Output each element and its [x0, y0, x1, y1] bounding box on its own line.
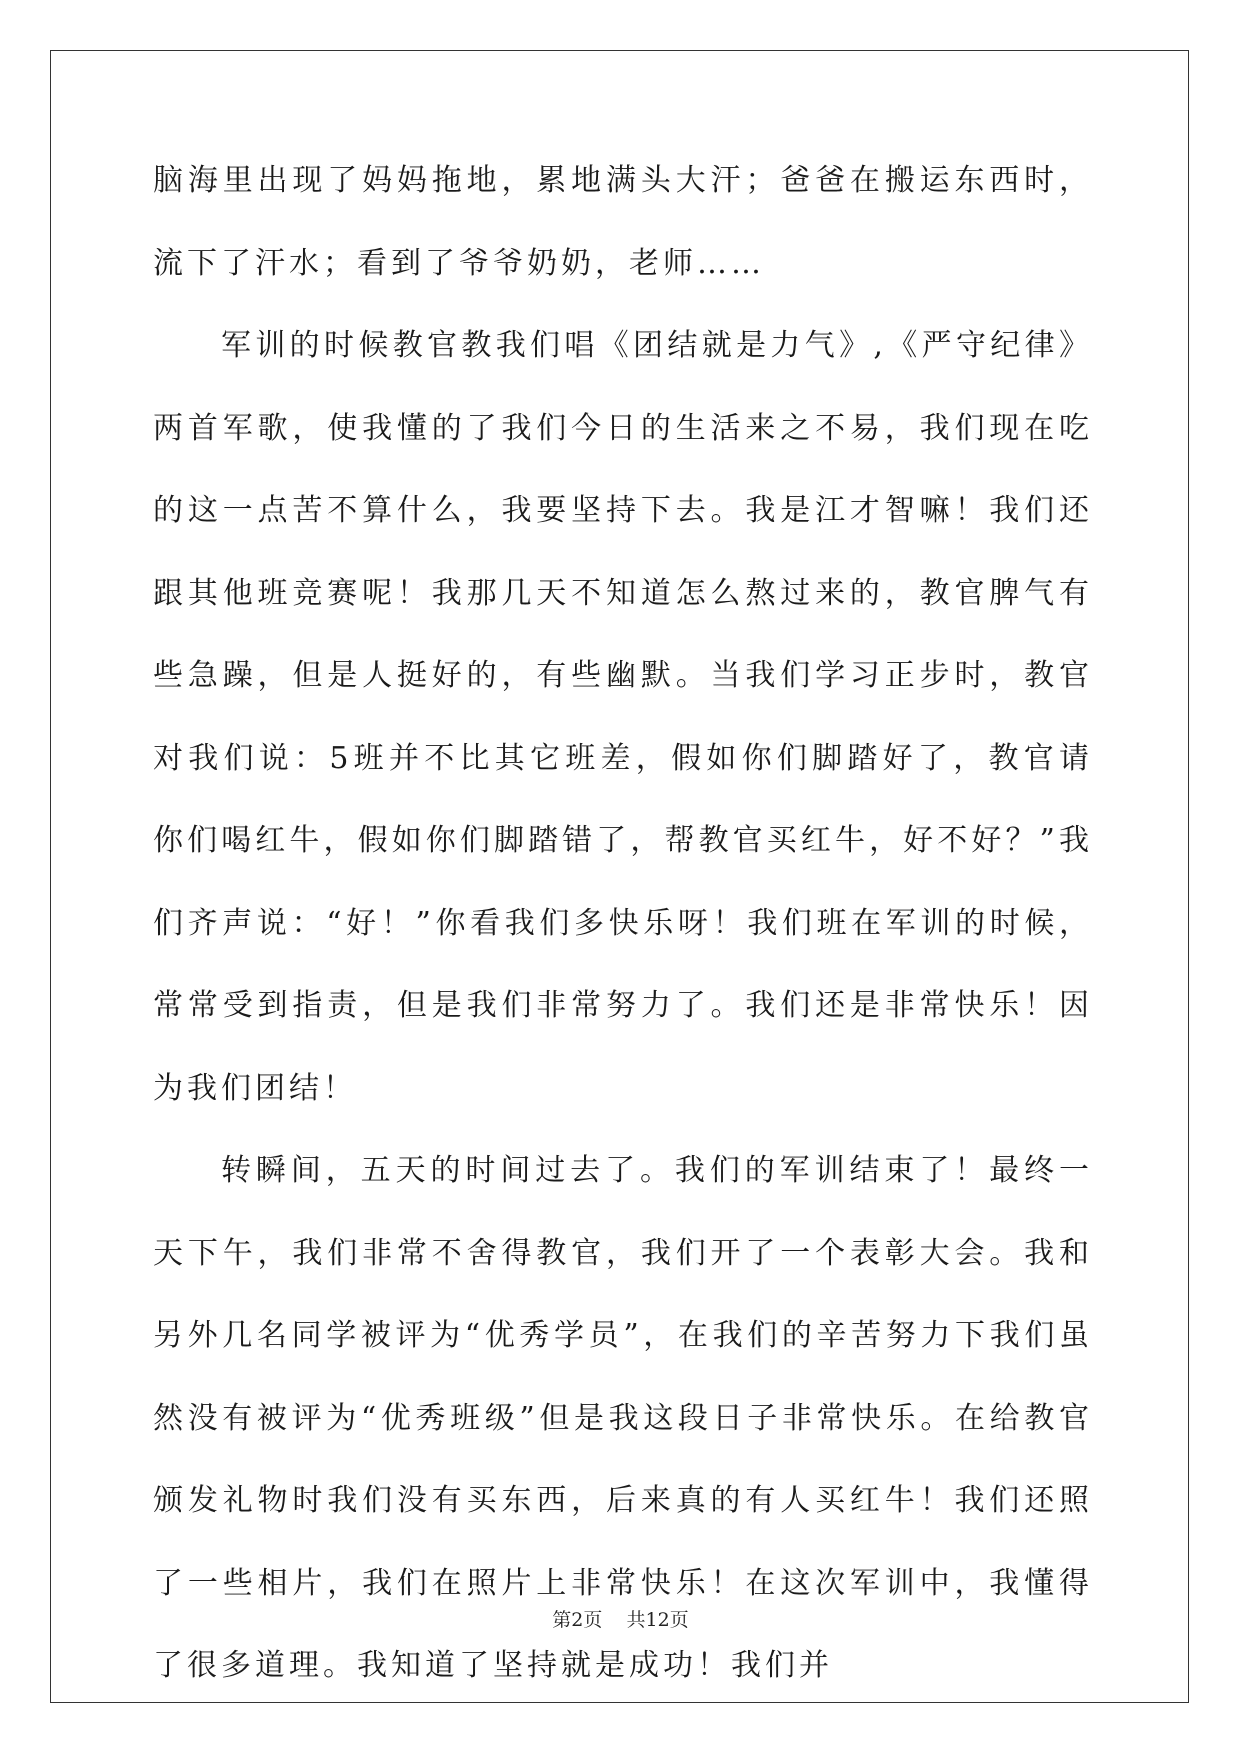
- paragraph-3: 转瞬间，五天的时间过去了。我们的军训结束了！最终一天下午，我们非常不舍得教官，我们开了一个表彰大会。我和另外几名同学被评为“优秀学员”，在我们的辛苦努力下我们虽然没有被评为“优秀班级”但是我这段日子非常快乐。在给教官颁发礼物时我们没有买东西，后来真的有人买红牛！我们还照了一些相片，我们在照片上非常快乐！在这次军训中，我懂得了很多道理。我知道了坚持就是成功！我们并: [153, 1153, 1093, 1683]
- paragraph-2: 军训的时候教官教我们唱《团结就是力气》,《严守纪律》两首军歌，使我懂的了我们今日的生活来之不易，我们现在吃的这一点苦不算什么，我要坚持下去。我是江才智嘛！我们还跟其他班竞赛呢！我那几天不知道怎么熬过来的，教官脾气有些急躁，但是人挺好的，有些幽默。当我们学习正步时，教官对我们说：5班并不比其它班差，假如你们脚踏好了，教官请你们喝红牛，假如你们脚踏错了，帮教官买红牛，好不好？”我们齐声说：“好！”你看我们多快乐呀！我们班在军训的时候，常常受到指责，但是我们非常努力了。我们还是非常快乐！因为我们团结！: [153, 328, 1093, 1106]
- footer-gap: [602, 1609, 626, 1631]
- paragraph-1: 脑海里出现了妈妈拖地，累地满头大汗；爸爸在搬运东西时，流下了汗水；看到了爷爷奶奶，老师……: [153, 163, 1093, 281]
- page-number: 第2页: [552, 1609, 603, 1631]
- page-footer: [0, 1605, 1241, 1632]
- page-total: 共12页: [626, 1609, 689, 1631]
- document-body: [153, 140, 1093, 1708]
